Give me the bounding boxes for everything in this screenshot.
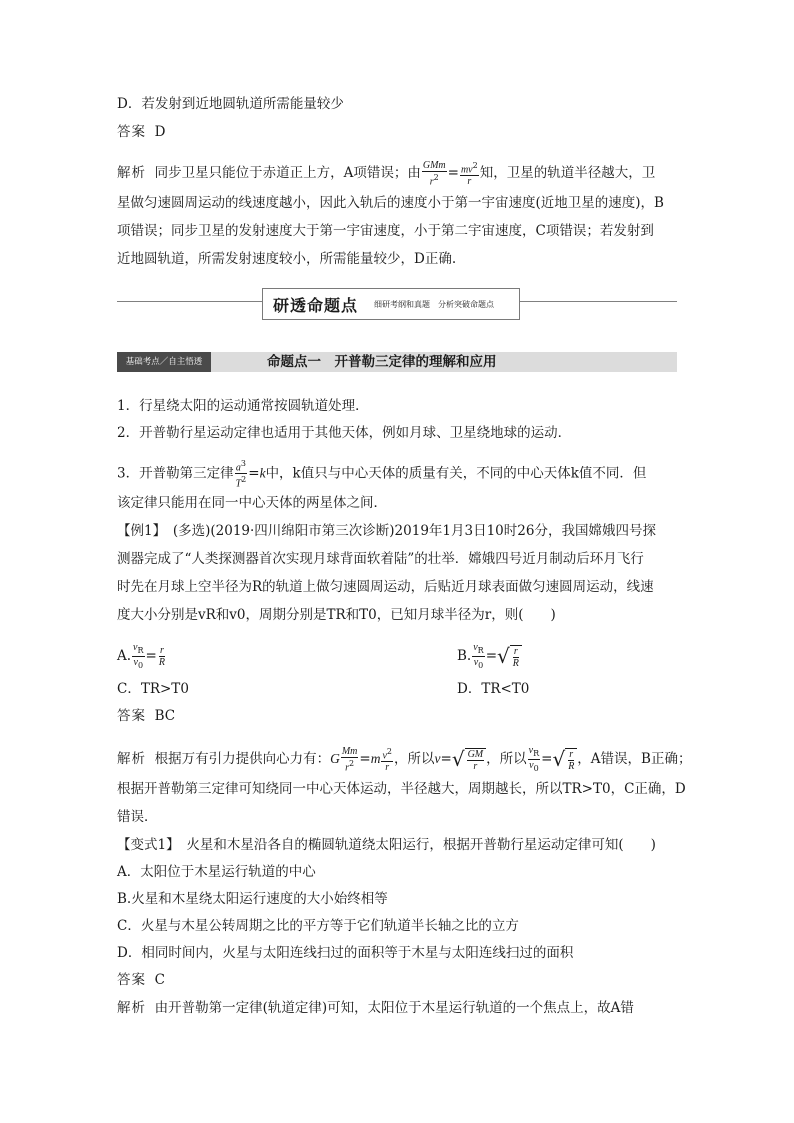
point-3: 3．开普勒第三定律 $\frac{a^3}{T^2}$ =k中，k值只与中心天体的质量有关，不同的中心天体k值不同．但 (117, 459, 647, 490)
banner-subtitle: 细研考纲和真题 分析突破命题点 (374, 299, 495, 309)
point-2: 2．开普勒行星运动定律也适用于其他天体，例如月球、卫星绕地球的运动． (117, 425, 572, 441)
answer-line (117, 123, 677, 141)
example-1-analysis-3: 错误． (117, 809, 158, 825)
variant-1-analysis-1: 解析 由开普勒第一定律(轨道定律)可知，太阳位于木星运行轨道的一个焦点上，故A错 (117, 1000, 634, 1016)
analysis-line-1: 解析 同步卫星只能位于赤道正上方，A项错误；由 $\frac{\text{GMm}}{r^2}$ = $\frac{mv^2}{r}$ 知，卫星的轨道半径越大，卫 (117, 160, 656, 188)
example-1-analysis-1: 解析 根据万有引力提供向心力有：G $\frac{Mm}{r^2}$ =m $\frac{v^2}{r}$ ，所以v= √ $\frac{GM}{r}$ ，所以 $\frac{v_R}{v_0}$ = √ $\frac{r}{R}$ ，A错误，B正确； (117, 745, 692, 774)
answer-value: D (154, 124, 166, 140)
example-1-line-4: 度大小分别是vR和v0，周期分别是TR和T0，已知月球半径为r，则( ) (117, 607, 556, 623)
section-banner (262, 288, 520, 320)
variant-1-option-a: A．太阳位于木星运行轨道的中心 (117, 864, 316, 880)
point-3-line-2: 该定律只能用在同一中心天体的两星体之间． (117, 495, 387, 511)
example-1-line-2: 测器完成了“人类探测器首次实现月球背面软着陆”的壮举．嫦娥四号近月制动后环月飞行 (117, 551, 644, 567)
variant-1-answer-value: C (154, 972, 165, 988)
example-1-answer: 答案 BC (117, 708, 176, 724)
answer-label: 答案 (117, 124, 146, 140)
example-1-analysis-2: 根据开普勒第三定律可知绕同一中心天体运动，半径越大，周期越长，所以TR>T0，C正确，D (117, 781, 686, 797)
variant-1-answer: 答案 C (117, 972, 165, 988)
formula-centripetal: $\frac{mv^2}{r}$ (460, 161, 478, 188)
variant-1-option-d: D．相同时间内，火星与太阳连线扫过的面积等于木星与太阳连线扫过的面积 (117, 945, 574, 961)
banner-rule-right (518, 301, 677, 302)
option-a-formula: $\frac{v_R}{v_0}$ (133, 642, 144, 670)
banner-rule-left (117, 301, 262, 302)
example-1-options-ab: A. $\frac{v_R}{v_0}$ = $\frac{r}{R}$ B. $\frac{v_R}{v_0}$ = √ $\frac{r}{R}$ (117, 642, 677, 671)
analysis-line-2: 星做匀速圆周运动的线速度越小，因此入轨后的速度小于第一宇宙速度(近地卫星的速度)，B (117, 195, 664, 211)
option-d-text: D．若发射到近地圆轨道所需能量较少 (117, 96, 344, 112)
analysis-label: 解析 (117, 165, 146, 182)
example-1-options-cd (117, 680, 677, 698)
option-b-label: B. (457, 648, 472, 664)
example-1-answer-value: BC (154, 708, 176, 724)
variant-1-stem: 【变式1】 火星和木星沿各自的椭圆轨道绕太阳运行，根据开普勒行星运动定律可知( ) (117, 837, 656, 853)
variant-1-option-b: B.火星和木星绕太阳运行速度的大小始终相等 (117, 891, 388, 907)
topic-tag: 基础考点／自主悟透 (117, 352, 211, 372)
analysis-line-4: 近地圆轨道，所需发射速度较小，所需能量较少，D正确. (117, 251, 457, 267)
option-a-label: A. (117, 648, 132, 664)
option-b: B. $\frac{v_R}{v_0}$ = √ $\frac{r}{R}$ (457, 642, 522, 671)
example-1-line-1: 【例1】 (多选)(2019·四川绵阳市第三次诊断)2019年1月3日10时26分，我国嫦娥四号探 (117, 523, 656, 539)
option-b-formula: $\frac{v_R}{v_0}$ (473, 642, 484, 670)
variant-1-option-c: C．火星与木星公转周期之比的平方等于它们轨道半长轴之比的立方 (117, 918, 519, 934)
point-1: 1．行星绕太阳的运动通常按圆轨道处理． (117, 398, 369, 414)
formula-kepler-third: $\frac{a^3}{T^2}$ (235, 459, 247, 490)
analysis-line-3: 项错误；同步卫星的发射速度大于第一宇宙速度，小于第二宇宙速度，C项错误；若发射到 (117, 223, 654, 239)
option-c: C．TR>T0 (117, 681, 189, 697)
topic-title: 命题点一 开普勒三定律的理解和应用 (267, 354, 497, 370)
option-d: D．TR<T0 (457, 681, 530, 697)
banner-title: 研透命题点 (273, 295, 359, 315)
topic-bar (117, 352, 677, 372)
example-1-line-3: 时先在月球上空半径为R的轨道上做匀速圆周运动，后贴近月球表面做匀速圆周运动，线速 (117, 579, 654, 595)
formula-gravity: $\frac{\text{GMm}}{r^2}$ (422, 160, 446, 188)
